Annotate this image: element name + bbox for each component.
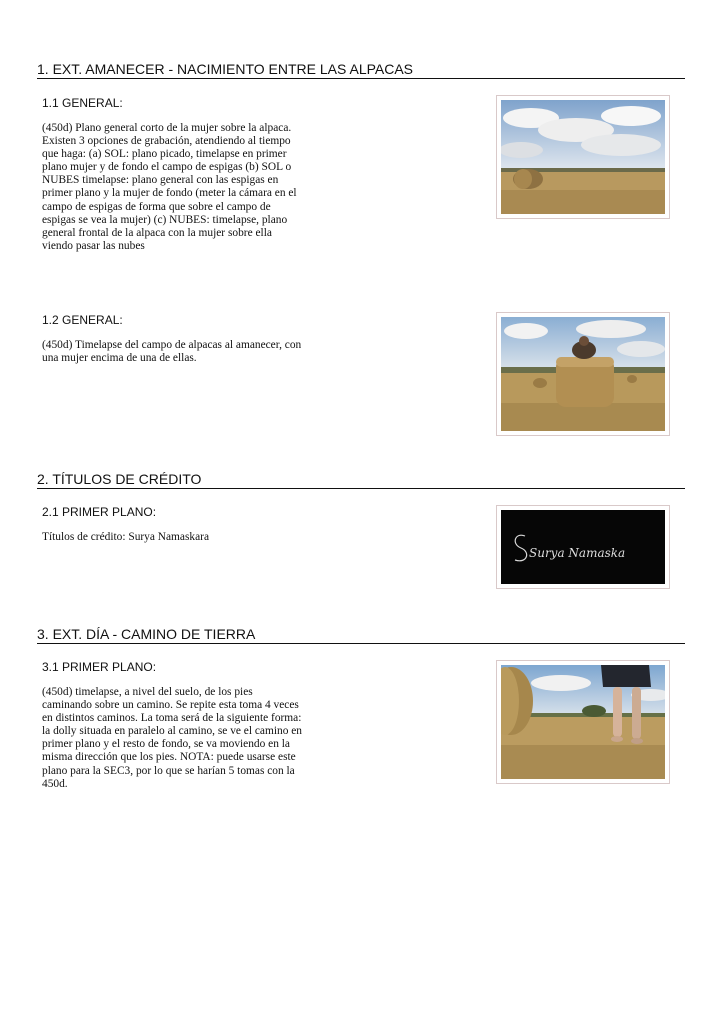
shot-description-3-1: (450d) timelapse, a nivel del suelo, de los pies caminando sobre un camino. Se repite esta toma 4 veces en distintos caminos. La toma será de la siguiente forma: la dolly situada en paralelo al camino, se ve el camino en primer plano y el resto de fondo, se va moviendo en la misma dirección que los pies. NOTA: puede usarse este plano para la SEC3, por lo que se harían 5 tomas con la 450d. (42, 686, 302, 790)
section-title-2: 2. TÍTULOS DE CRÉDITO (37, 471, 685, 489)
shot-description-1-2: (450d) Timelapse del campo de alpacas al amanecer, con una mujer encima de una de ellas. (42, 339, 302, 365)
shot-image-1-2 (496, 312, 670, 436)
shot-image-2-1 (496, 505, 670, 589)
feet-on-field-photo (501, 665, 665, 779)
section-title-1: 1. EXT. AMANECER - NACIMIENTO ENTRE LAS ALPACAS (37, 61, 685, 79)
shot-description-1-1: (450d) Plano general corto de la mujer sobre la alpaca. Existen 3 opciones de grabación, atendiendo al tiempo que haga: (a) SOL: plano picado, timelapse en primer plano mujer y de fondo el campo de espigas (b) SOL o NUBES timelapse: plano general con las espigas en primer plano y la mujer de fondo (meter la cámara en el campo de espigas de forma que sobre el campo de espigas se vea la mujer) (c) NUBES: timelapse, plano general frontal de la alpaca con la mujer sobre ella viendo pasar las nubes (42, 122, 297, 252)
shot-image-3-1 (496, 660, 670, 784)
shot-image-1-1 (496, 95, 670, 219)
shot-label-1-1: 1.1 GENERAL: (42, 96, 123, 110)
hay-bale-field-photo (501, 100, 665, 214)
woman-on-hay-bale-photo (501, 317, 665, 431)
shot-label-1-2: 1.2 GENERAL: (42, 313, 123, 327)
title-card-text: Surya Namaska (529, 546, 626, 560)
shot-description-2-1: Títulos de crédito: Surya Namaskara (42, 531, 210, 543)
section-title-3: 3. EXT. DÍA - CAMINO DE TIERRA (37, 626, 685, 644)
shot-label-3-1: 3.1 PRIMER PLANO: (42, 660, 157, 674)
title-card-image (501, 510, 665, 584)
shot-label-2-1: 2.1 PRIMER PLANO: (42, 505, 157, 519)
